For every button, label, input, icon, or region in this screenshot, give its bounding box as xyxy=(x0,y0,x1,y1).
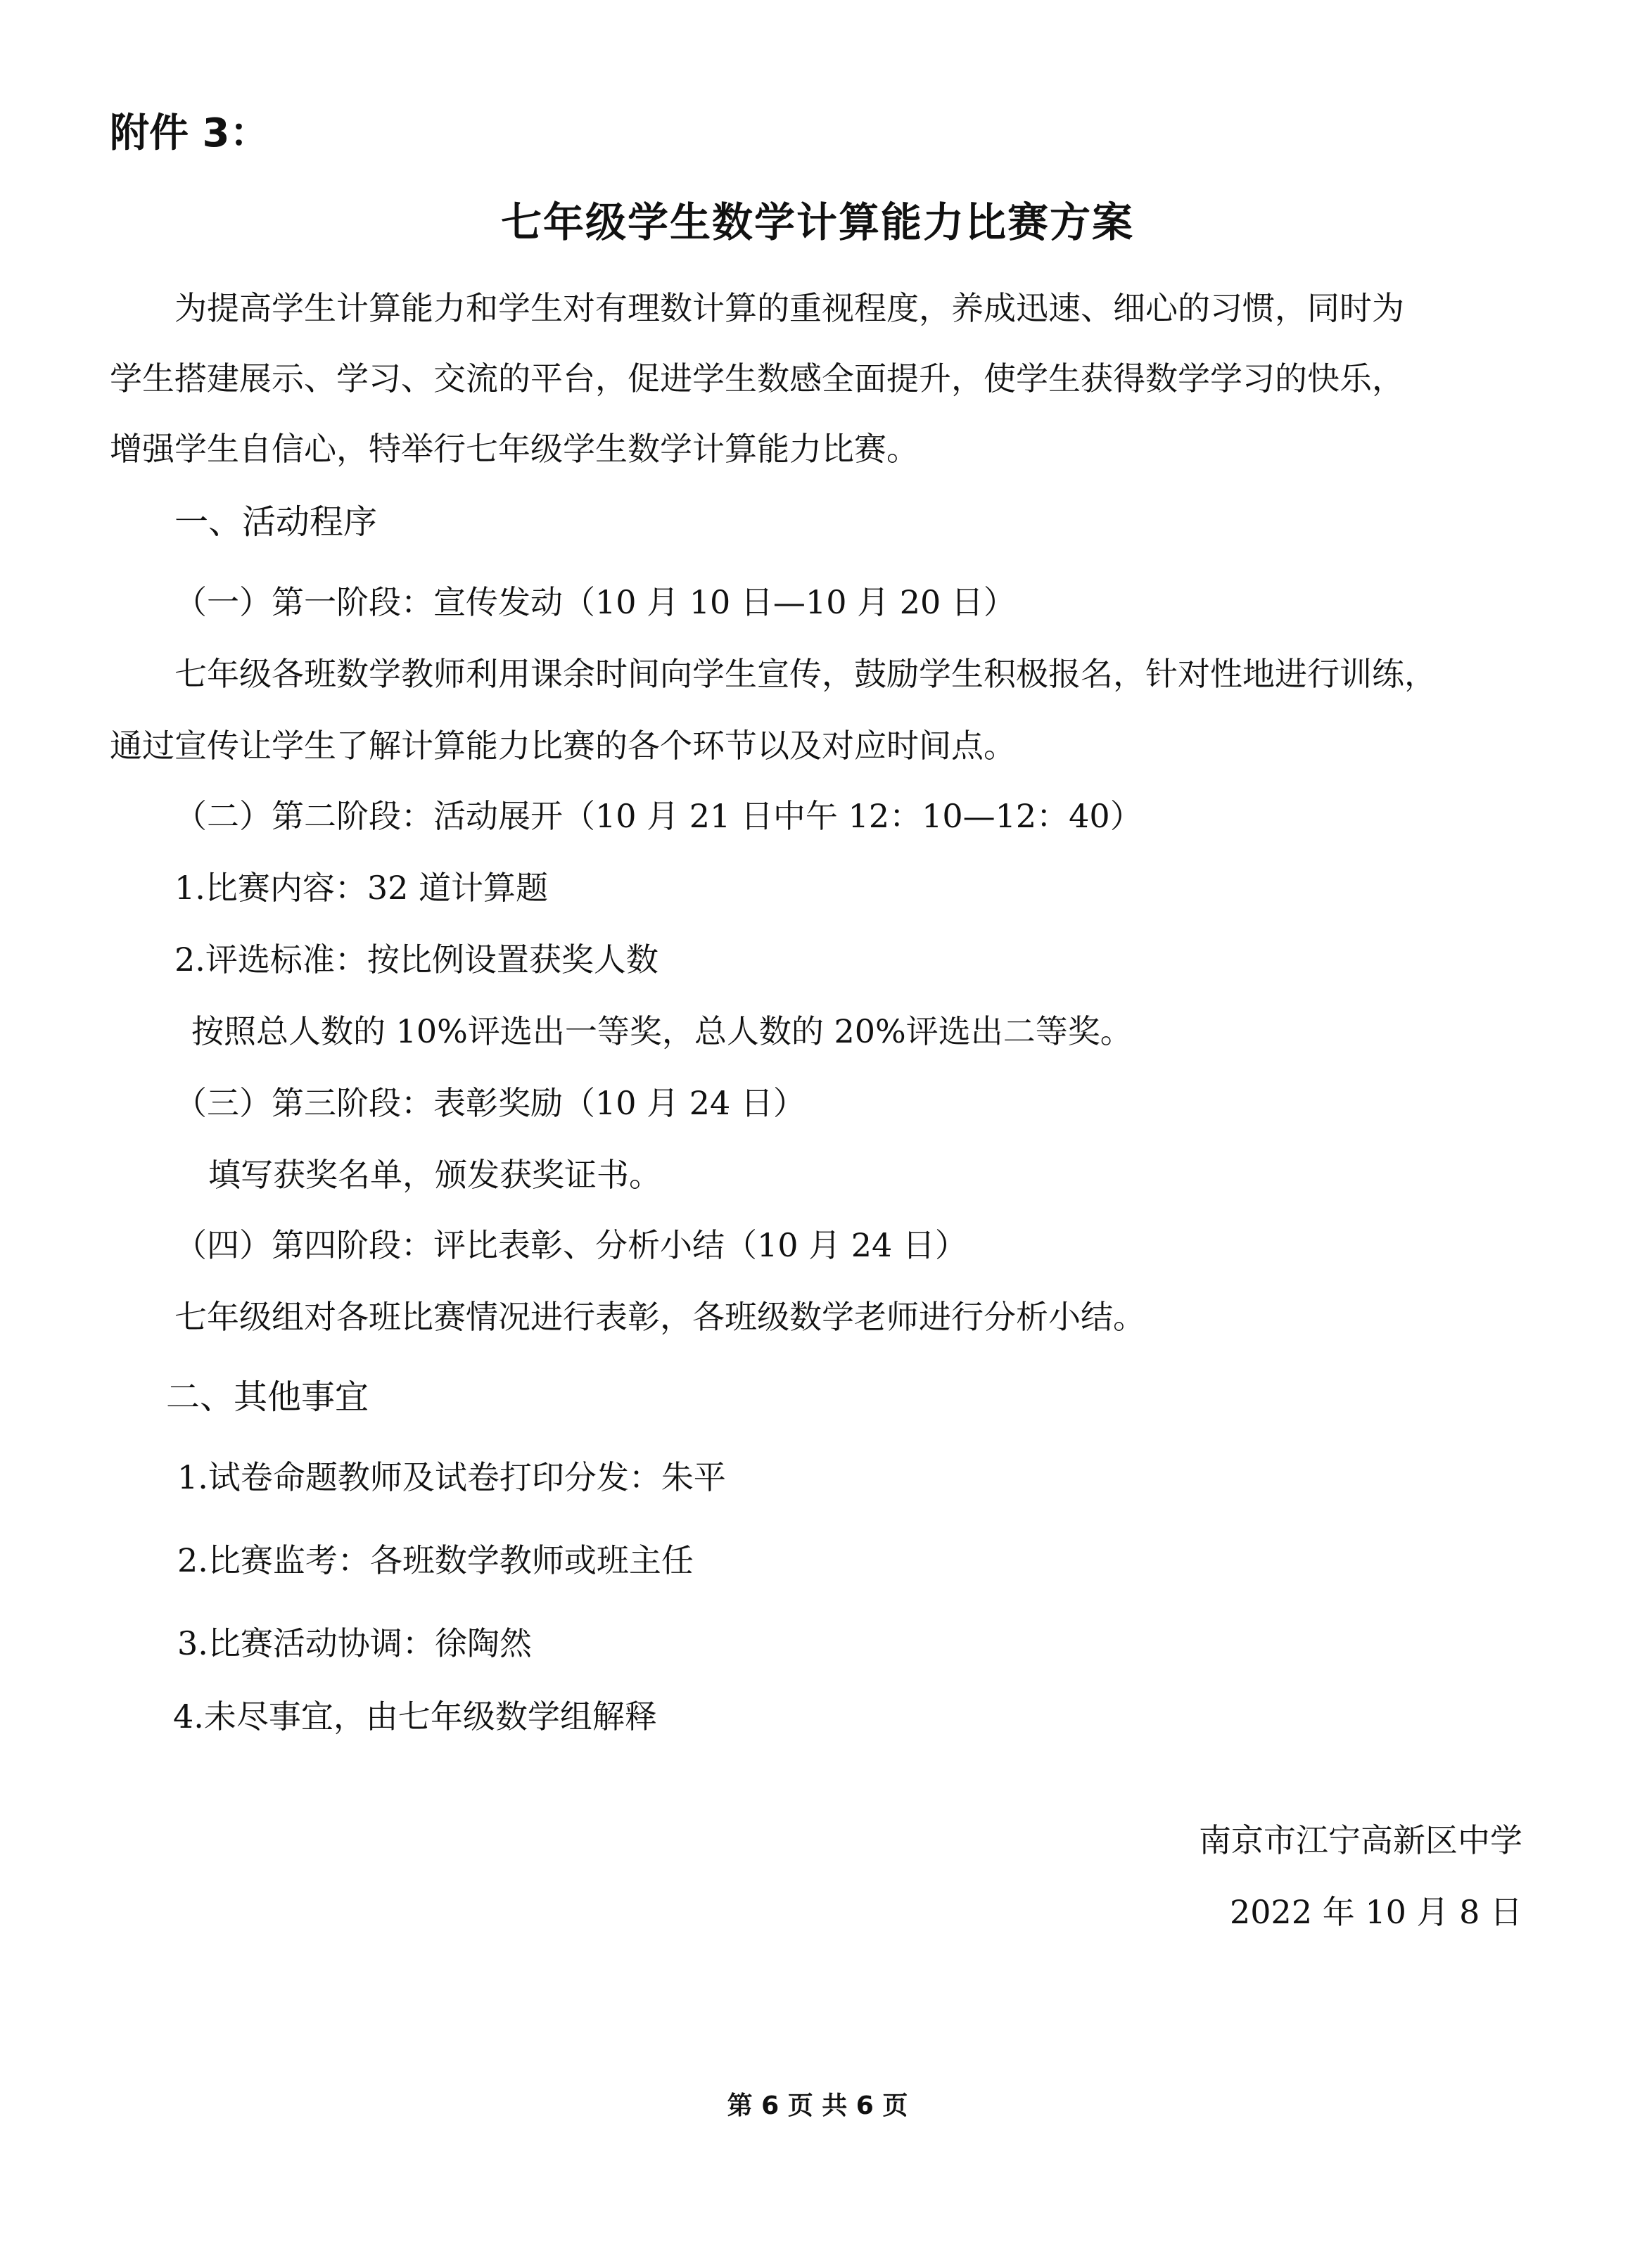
section1-heading: 一、活动程序 xyxy=(174,502,378,542)
stage2-title: （二）第二阶段：活动展开（10 月 21 日中午 12：10—12：40） xyxy=(174,797,1143,835)
document-title: 七年级学生数学计算能力比赛方案 xyxy=(500,198,1134,246)
page-footer: 第 6 页 共 6 页 xyxy=(727,2091,908,2120)
intro-line-2: 学生搭建展示、学习、交流的平台，促进学生数感全面提升，使学生获得数学学习的快乐， xyxy=(110,359,1404,397)
stage1-title: （一）第一阶段：宣传发动（10 月 10 日—10 月 20 日） xyxy=(174,583,1016,621)
other-item-2: 2.比赛监考：各班数学教师或班主任 xyxy=(177,1541,694,1579)
stage2-item-1: 1.比赛内容：32 道计算题 xyxy=(174,869,549,907)
other-item-1: 1.试卷命题教师及试卷打印分发：朱平 xyxy=(177,1458,726,1496)
stage4-title: （四）第四阶段：评比表彰、分析小结（10 月 24 日） xyxy=(174,1226,967,1264)
other-item-4: 4.未尽事宜，由七年级数学组解释 xyxy=(173,1697,657,1735)
stage2-item-2-detail: 按照总人数的 10%评选出一等奖，总人数的 20%评选出二等奖。 xyxy=(191,1012,1133,1050)
signature-organization: 南京市江宁高新区中学 xyxy=(1199,1821,1522,1859)
stage4-body: 七年级组对各班比赛情况进行表彰，各班级数学老师进行分析小结。 xyxy=(174,1298,1145,1336)
intro-line-3: 增强学生自信心，特举行七年级学生数学计算能力比赛。 xyxy=(110,430,919,468)
signature-date: 2022 年 10 月 8 日 xyxy=(1230,1893,1522,1931)
other-item-3: 3.比赛活动协调：徐陶然 xyxy=(177,1624,532,1662)
intro-line-1: 为提高学生计算能力和学生对有理数计算的重视程度，养成迅速、细心的习惯，同时为 xyxy=(174,289,1404,327)
stage2-item-2: 2.评选标准：按比例设置获奖人数 xyxy=(174,941,659,979)
attachment-label: 附件 3： xyxy=(110,110,269,156)
stage1-body-2: 通过宣传让学生了解计算能力比赛的各个环节以及对应时间点。 xyxy=(110,727,1016,765)
section2-heading: 二、其他事宜 xyxy=(166,1377,369,1417)
stage3-body: 填写获奖名单，颁发获奖证书。 xyxy=(208,1156,661,1194)
stage3-title: （三）第三阶段：表彰奖励（10 月 24 日） xyxy=(174,1084,806,1122)
stage1-body-1: 七年级各班数学教师利用课余时间向学生宣传，鼓励学生积极报名，针对性地进行训练， xyxy=(174,655,1437,693)
